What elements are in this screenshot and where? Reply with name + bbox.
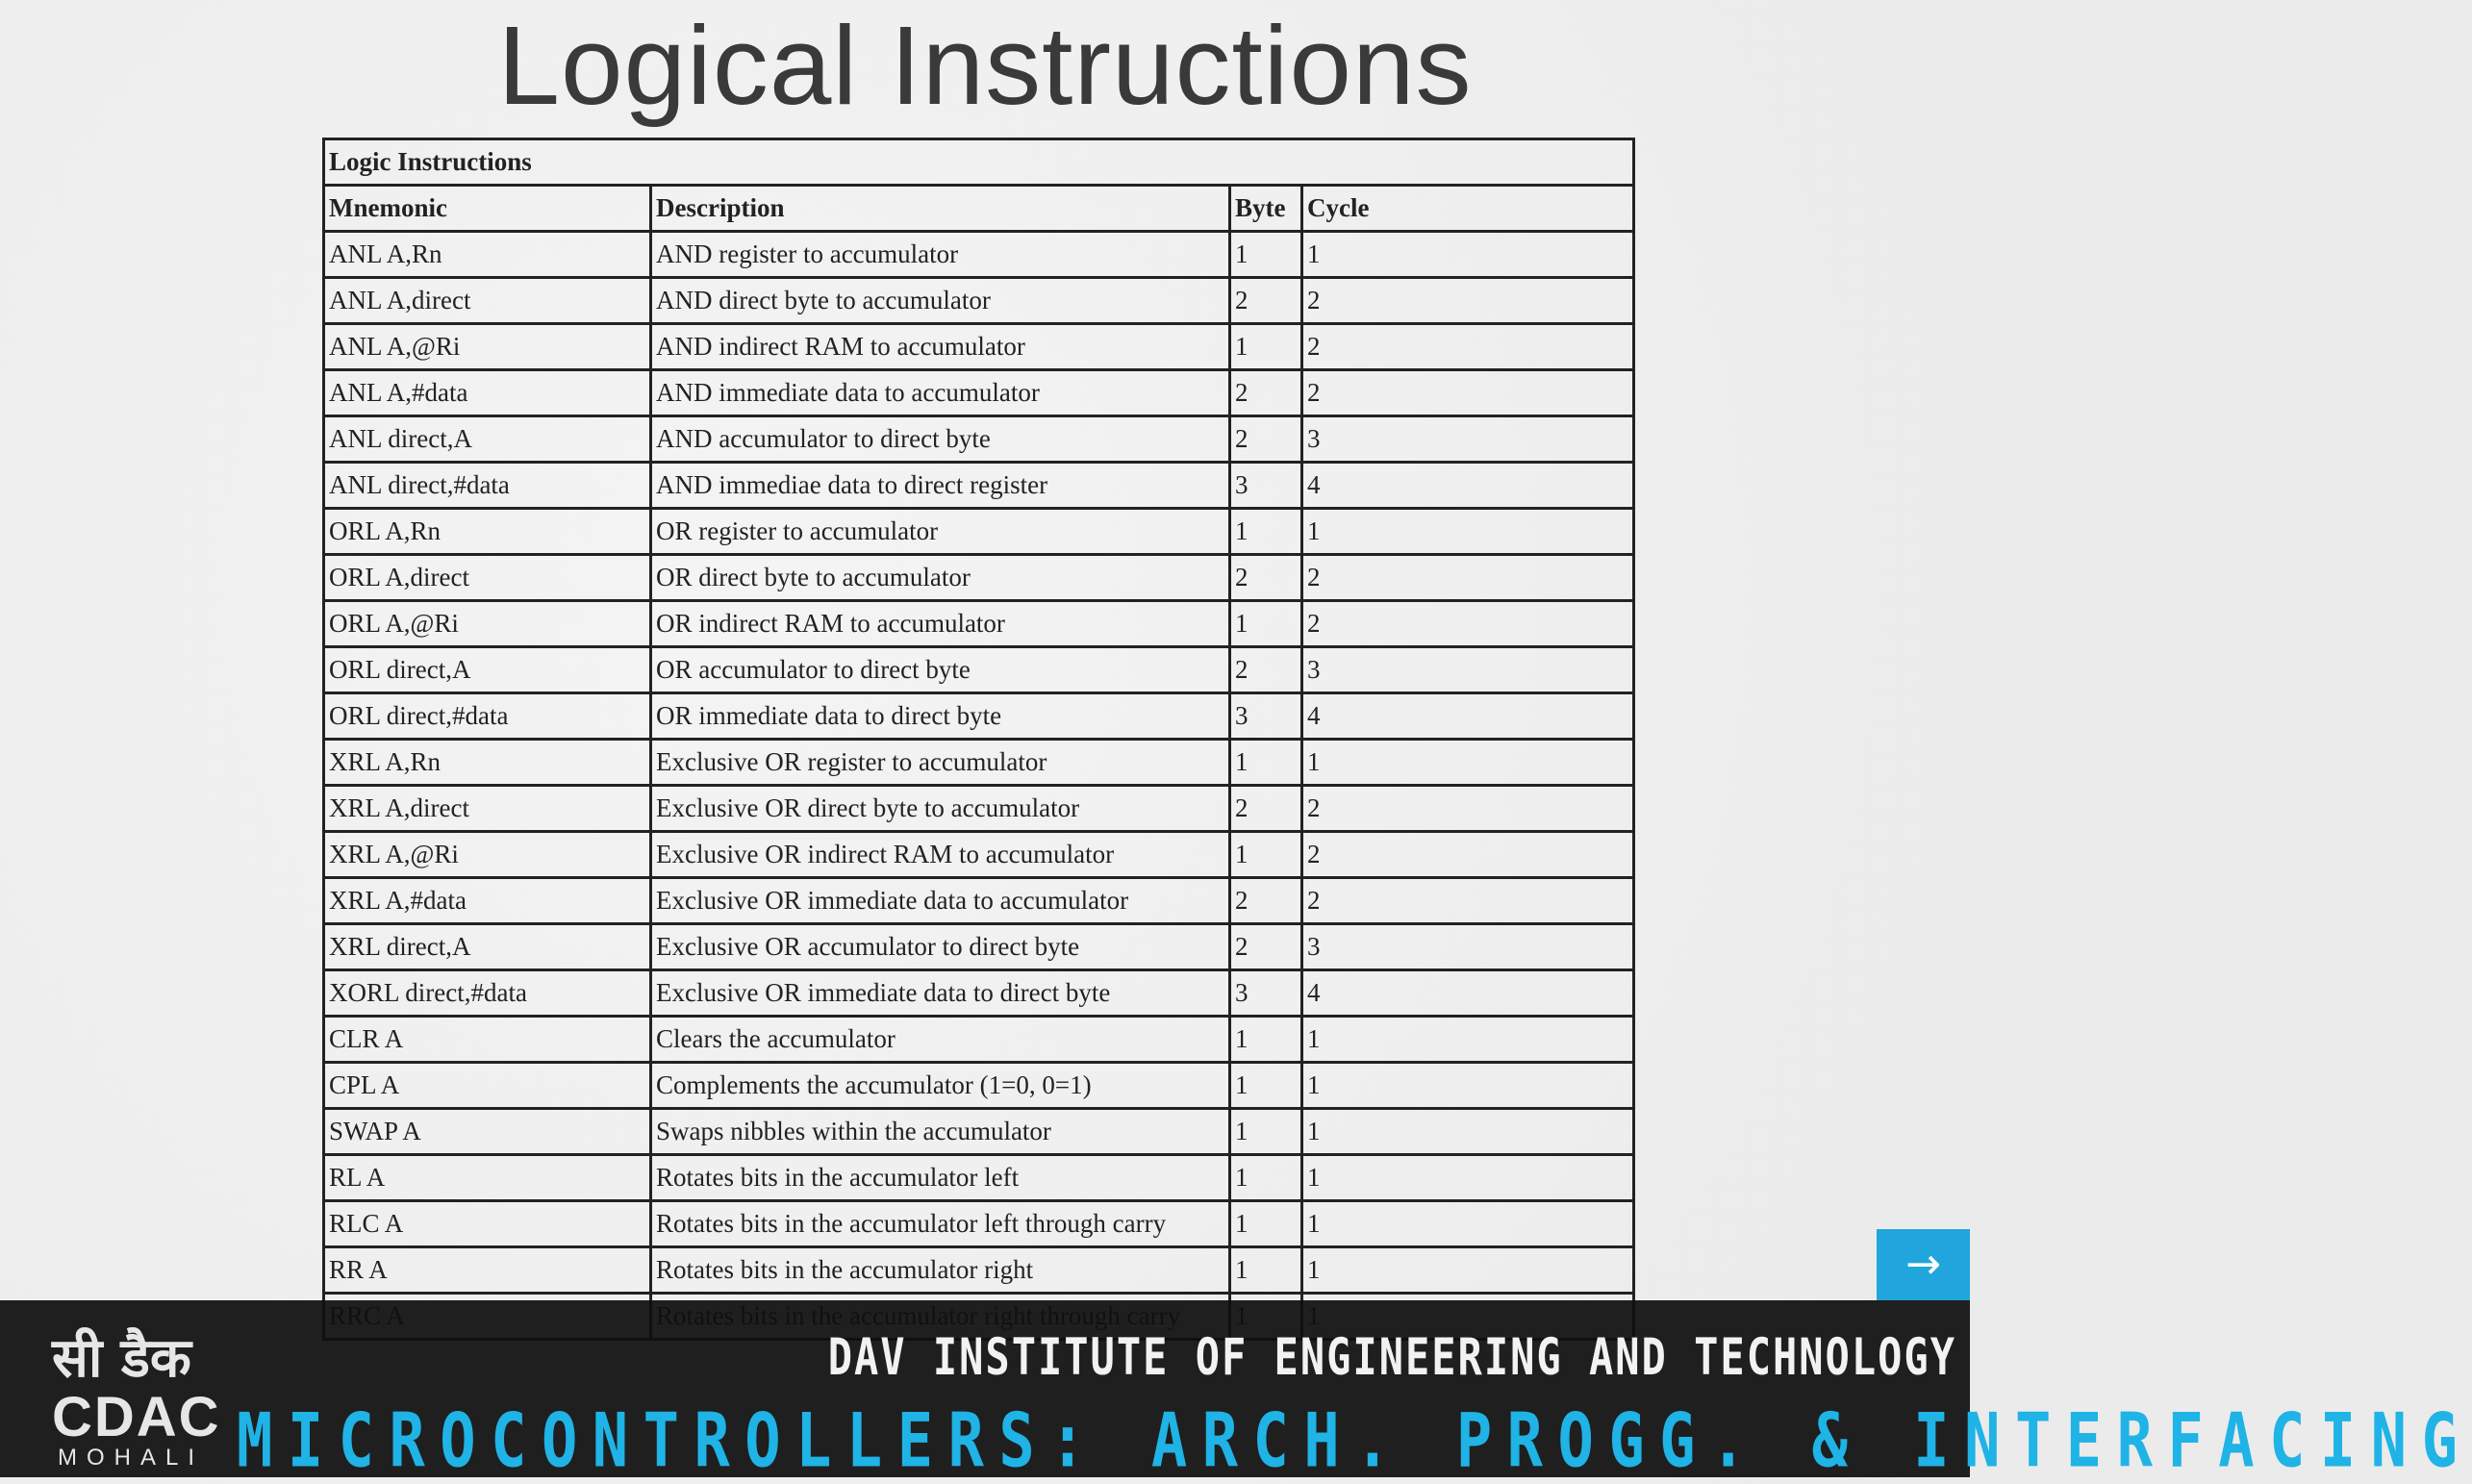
table-body bbox=[324, 232, 1634, 1340]
cell-cycle: 3 bbox=[1302, 924, 1634, 970]
cell-description: OR direct byte to accumulator bbox=[651, 555, 1230, 601]
course-title: MICROCONTROLLERS: ARCH. PROGG. & INTERFACING bbox=[237, 1396, 2472, 1484]
cell-cycle: 1 bbox=[1302, 509, 1634, 555]
cell-cycle: 2 bbox=[1302, 278, 1634, 324]
cell-byte: 1 bbox=[1230, 601, 1302, 647]
cell-cycle: 2 bbox=[1302, 878, 1634, 924]
cell-mnemonic: XRL A,Rn bbox=[324, 740, 651, 786]
table-row bbox=[324, 647, 1634, 693]
cell-mnemonic: ANL A,Rn bbox=[324, 232, 651, 278]
header-description: Description bbox=[651, 186, 1230, 232]
cell-description: Exclusive OR accumulator to direct byte bbox=[651, 924, 1230, 970]
cell-description: AND immediae data to direct register bbox=[651, 463, 1230, 509]
cell-byte: 2 bbox=[1230, 278, 1302, 324]
cell-mnemonic: CLR A bbox=[324, 1017, 651, 1063]
table-row bbox=[324, 232, 1634, 278]
table-header-row bbox=[324, 186, 1634, 232]
cell-byte: 2 bbox=[1230, 647, 1302, 693]
cell-description: Exclusive OR immediate data to accumulator bbox=[651, 878, 1230, 924]
cell-byte: 1 bbox=[1230, 832, 1302, 878]
cell-cycle: 1 bbox=[1302, 232, 1634, 278]
cdac-logo: CDAC bbox=[52, 1386, 221, 1448]
cell-mnemonic: ORL A,direct bbox=[324, 555, 651, 601]
cell-byte: 2 bbox=[1230, 878, 1302, 924]
cell-byte: 1 bbox=[1230, 324, 1302, 370]
cell-cycle: 2 bbox=[1302, 601, 1634, 647]
cell-byte: 2 bbox=[1230, 924, 1302, 970]
cell-cycle: 2 bbox=[1302, 370, 1634, 416]
cell-description: Rotates bits in the accumulator right bbox=[651, 1247, 1230, 1294]
cell-mnemonic: ORL A,Rn bbox=[324, 509, 651, 555]
cell-cycle: 2 bbox=[1302, 832, 1634, 878]
cell-cycle: 1 bbox=[1302, 1017, 1634, 1063]
cell-cycle: 2 bbox=[1302, 786, 1634, 832]
cell-description: AND direct byte to accumulator bbox=[651, 278, 1230, 324]
cell-description: AND accumulator to direct byte bbox=[651, 416, 1230, 463]
cell-mnemonic: RLC A bbox=[324, 1201, 651, 1247]
table-row bbox=[324, 786, 1634, 832]
cell-mnemonic: ORL direct,A bbox=[324, 647, 651, 693]
cell-mnemonic: XRL A,#data bbox=[324, 878, 651, 924]
next-slide-button[interactable] bbox=[1877, 1229, 1970, 1300]
cell-byte: 1 bbox=[1230, 232, 1302, 278]
cell-cycle: 1 bbox=[1302, 1109, 1634, 1155]
table-caption-row bbox=[324, 139, 1634, 186]
table-row bbox=[324, 1017, 1634, 1063]
cell-description: Exclusive OR indirect RAM to accumulator bbox=[651, 832, 1230, 878]
cell-byte: 2 bbox=[1230, 786, 1302, 832]
cell-mnemonic: RL A bbox=[324, 1155, 651, 1201]
footer-banner bbox=[0, 1300, 2472, 1484]
table-row bbox=[324, 324, 1634, 370]
cell-byte: 2 bbox=[1230, 416, 1302, 463]
cell-byte: 1 bbox=[1230, 1201, 1302, 1247]
table-row bbox=[324, 601, 1634, 647]
cell-mnemonic: RR A bbox=[324, 1247, 651, 1294]
cell-description: Exclusive OR immediate data to direct byte bbox=[651, 970, 1230, 1017]
cell-cycle: 3 bbox=[1302, 647, 1634, 693]
header-byte: Byte bbox=[1230, 186, 1302, 232]
table-row bbox=[324, 1109, 1634, 1155]
table-row bbox=[324, 832, 1634, 878]
cell-cycle: 4 bbox=[1302, 693, 1634, 740]
cell-byte: 2 bbox=[1230, 370, 1302, 416]
cell-byte: 1 bbox=[1230, 1247, 1302, 1294]
cell-byte: 1 bbox=[1230, 1017, 1302, 1063]
table-row bbox=[324, 1063, 1634, 1109]
cell-description: Exclusive OR direct byte to accumulator bbox=[651, 786, 1230, 832]
table-row bbox=[324, 555, 1634, 601]
cell-cycle: 4 bbox=[1302, 463, 1634, 509]
cell-cycle: 4 bbox=[1302, 970, 1634, 1017]
cell-cycle: 1 bbox=[1302, 1155, 1634, 1201]
cell-description: Exclusive OR register to accumulator bbox=[651, 740, 1230, 786]
table-row bbox=[324, 1201, 1634, 1247]
cell-cycle: 1 bbox=[1302, 1247, 1634, 1294]
table-row bbox=[324, 740, 1634, 786]
cell-mnemonic: ANL A,@Ri bbox=[324, 324, 651, 370]
table-row bbox=[324, 924, 1634, 970]
cell-description: OR indirect RAM to accumulator bbox=[651, 601, 1230, 647]
table-row bbox=[324, 278, 1634, 324]
cell-description: Swaps nibbles within the accumulator bbox=[651, 1109, 1230, 1155]
cell-description: OR immediate data to direct byte bbox=[651, 693, 1230, 740]
cell-byte: 1 bbox=[1230, 740, 1302, 786]
cell-description: AND immediate data to accumulator bbox=[651, 370, 1230, 416]
cell-byte: 2 bbox=[1230, 555, 1302, 601]
table-row bbox=[324, 1247, 1634, 1294]
cdac-hindi-logo-text: सी डैक bbox=[52, 1327, 191, 1390]
cdac-city-label: MOHALI bbox=[58, 1445, 205, 1471]
cell-description: Rotates bits in the accumulator left through carry bbox=[651, 1201, 1230, 1247]
cell-byte: 3 bbox=[1230, 463, 1302, 509]
cell-description: Clears the accumulator bbox=[651, 1017, 1230, 1063]
cell-byte: 1 bbox=[1230, 509, 1302, 555]
cell-mnemonic: ORL A,@Ri bbox=[324, 601, 651, 647]
header-mnemonic: Mnemonic bbox=[324, 186, 651, 232]
cell-description: OR register to accumulator bbox=[651, 509, 1230, 555]
cell-mnemonic: ANL A,direct bbox=[324, 278, 651, 324]
cell-mnemonic: XORL direct,#data bbox=[324, 970, 651, 1017]
cell-mnemonic: ANL direct,#data bbox=[324, 463, 651, 509]
cell-description: Rotates bits in the accumulator left bbox=[651, 1155, 1230, 1201]
cell-cycle: 1 bbox=[1302, 1063, 1634, 1109]
cell-cycle: 3 bbox=[1302, 416, 1634, 463]
table-row bbox=[324, 693, 1634, 740]
cell-mnemonic: XRL A,direct bbox=[324, 786, 651, 832]
cell-mnemonic: ANL A,#data bbox=[324, 370, 651, 416]
cell-byte: 1 bbox=[1230, 1063, 1302, 1109]
cell-cycle: 2 bbox=[1302, 555, 1634, 601]
cell-mnemonic: SWAP A bbox=[324, 1109, 651, 1155]
institute-name: DAV INSTITUTE OF ENGINEERING AND TECHNOLOGY bbox=[827, 1327, 1956, 1387]
arrow-right-icon: → bbox=[1905, 1240, 1941, 1289]
table-row bbox=[324, 370, 1634, 416]
cell-mnemonic: XRL A,@Ri bbox=[324, 832, 651, 878]
header-cycle: Cycle bbox=[1302, 186, 1634, 232]
cell-mnemonic: XRL direct,A bbox=[324, 924, 651, 970]
cell-byte: 3 bbox=[1230, 970, 1302, 1017]
cell-cycle: 2 bbox=[1302, 324, 1634, 370]
table-caption: Logic Instructions bbox=[324, 139, 1634, 186]
cell-cycle: 1 bbox=[1302, 740, 1634, 786]
logic-instructions-table bbox=[322, 138, 1635, 1341]
cell-description: AND register to accumulator bbox=[651, 232, 1230, 278]
cell-description: OR accumulator to direct byte bbox=[651, 647, 1230, 693]
table-row bbox=[324, 463, 1634, 509]
cell-byte: 1 bbox=[1230, 1109, 1302, 1155]
cell-byte: 3 bbox=[1230, 693, 1302, 740]
cell-mnemonic: ORL direct,#data bbox=[324, 693, 651, 740]
cell-cycle: 1 bbox=[1302, 1201, 1634, 1247]
slide-title: Logical Instructions bbox=[497, 3, 1473, 128]
cell-description: AND indirect RAM to accumulator bbox=[651, 324, 1230, 370]
cell-mnemonic: ANL direct,A bbox=[324, 416, 651, 463]
cell-description: Complements the accumulator (1=0, 0=1) bbox=[651, 1063, 1230, 1109]
table-row bbox=[324, 1155, 1634, 1201]
table-row bbox=[324, 509, 1634, 555]
cell-mnemonic: CPL A bbox=[324, 1063, 651, 1109]
cell-byte: 1 bbox=[1230, 1155, 1302, 1201]
table-row bbox=[324, 878, 1634, 924]
table-row bbox=[324, 416, 1634, 463]
table-row bbox=[324, 970, 1634, 1017]
